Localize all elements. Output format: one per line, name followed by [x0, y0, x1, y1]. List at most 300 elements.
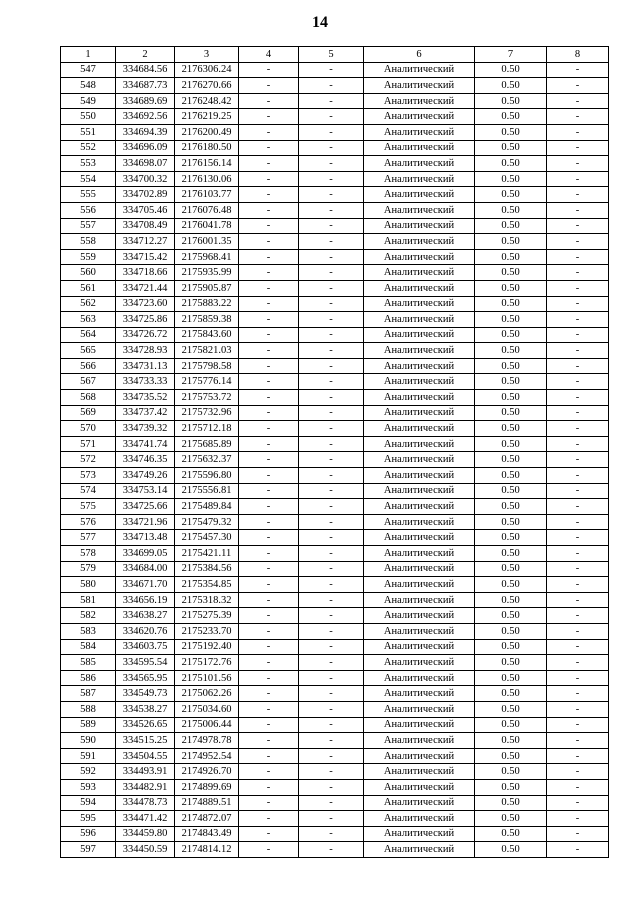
column-4-cell: -	[239, 358, 299, 374]
x-coordinate-cell: 334692.56	[116, 109, 175, 125]
y-coordinate-cell: 2175233.70	[175, 623, 239, 639]
y-coordinate-cell: 2174899.69	[175, 779, 239, 795]
x-coordinate-cell: 334694.39	[116, 124, 175, 140]
column-4-cell: -	[239, 296, 299, 312]
accuracy-cell: 0.50	[475, 717, 547, 733]
column-4-cell: -	[239, 109, 299, 125]
y-coordinate-cell: 2175354.85	[175, 577, 239, 593]
column-4-cell: -	[239, 811, 299, 827]
column-8-cell: -	[547, 78, 609, 94]
y-coordinate-cell: 2175172.76	[175, 655, 239, 671]
column-4-cell: -	[239, 452, 299, 468]
column-5-cell: -	[299, 577, 364, 593]
x-coordinate-cell: 334595.54	[116, 655, 175, 671]
method-cell: Аналитический	[364, 327, 475, 343]
accuracy-cell: 0.50	[475, 234, 547, 250]
column-8-cell: -	[547, 436, 609, 452]
column-8-cell: -	[547, 577, 609, 593]
x-coordinate-cell: 334687.73	[116, 78, 175, 94]
column-4-cell: -	[239, 265, 299, 281]
column-4-cell: -	[239, 561, 299, 577]
y-coordinate-cell: 2175712.18	[175, 421, 239, 437]
x-coordinate-cell: 334712.27	[116, 234, 175, 250]
y-coordinate-cell: 2175318.32	[175, 592, 239, 608]
point-number-cell: 593	[61, 779, 116, 795]
column-5-cell: -	[299, 140, 364, 156]
point-number-cell: 565	[61, 343, 116, 359]
y-coordinate-cell: 2175062.26	[175, 686, 239, 702]
column-5-cell: -	[299, 764, 364, 780]
x-coordinate-cell: 334746.35	[116, 452, 175, 468]
column-8-cell: -	[547, 733, 609, 749]
header-row	[61, 47, 609, 63]
y-coordinate-cell: 2175556.81	[175, 483, 239, 499]
point-number-cell: 586	[61, 670, 116, 686]
accuracy-cell: 0.50	[475, 358, 547, 374]
column-4-cell: -	[239, 171, 299, 187]
coordinates-table	[60, 46, 609, 858]
y-coordinate-cell: 2175632.37	[175, 452, 239, 468]
column-8-cell: -	[547, 655, 609, 671]
column-8-cell: -	[547, 140, 609, 156]
column-8-cell: -	[547, 514, 609, 530]
column-5-cell: -	[299, 623, 364, 639]
point-number-cell: 585	[61, 655, 116, 671]
accuracy-cell: 0.50	[475, 124, 547, 140]
accuracy-cell: 0.50	[475, 280, 547, 296]
x-coordinate-cell: 334549.73	[116, 686, 175, 702]
accuracy-cell: 0.50	[475, 779, 547, 795]
column-5-cell: -	[299, 670, 364, 686]
column-4-cell: -	[239, 733, 299, 749]
column-8-cell: -	[547, 842, 609, 858]
column-5-cell: -	[299, 717, 364, 733]
method-cell: Аналитический	[364, 374, 475, 390]
table-row	[61, 733, 609, 749]
method-cell: Аналитический	[364, 436, 475, 452]
x-coordinate-cell: 334515.25	[116, 733, 175, 749]
table-row	[61, 265, 609, 281]
column-8-cell: -	[547, 452, 609, 468]
column-5-cell: -	[299, 62, 364, 78]
table-row	[61, 202, 609, 218]
column-5-cell: -	[299, 187, 364, 203]
table-row	[61, 343, 609, 359]
accuracy-cell: 0.50	[475, 608, 547, 624]
y-coordinate-cell: 2175192.40	[175, 639, 239, 655]
accuracy-cell: 0.50	[475, 764, 547, 780]
column-4-cell: -	[239, 623, 299, 639]
column-5-cell: -	[299, 280, 364, 296]
method-cell: Аналитический	[364, 156, 475, 172]
column-8-cell: -	[547, 623, 609, 639]
column-4-cell: -	[239, 717, 299, 733]
y-coordinate-cell: 2175596.80	[175, 468, 239, 484]
table-row	[61, 171, 609, 187]
x-coordinate-cell: 334713.48	[116, 530, 175, 546]
method-cell: Аналитический	[364, 842, 475, 858]
accuracy-cell: 0.50	[475, 78, 547, 94]
column-4-cell: -	[239, 686, 299, 702]
table-row	[61, 374, 609, 390]
column-4-cell: -	[239, 701, 299, 717]
table-row	[61, 405, 609, 421]
column-4-cell: -	[239, 374, 299, 390]
table-row	[61, 421, 609, 437]
method-cell: Аналитический	[364, 296, 475, 312]
column-4-cell: -	[239, 779, 299, 795]
column-4-cell: -	[239, 639, 299, 655]
x-coordinate-cell: 334504.55	[116, 748, 175, 764]
column-5-cell: -	[299, 171, 364, 187]
column-4-cell: -	[239, 327, 299, 343]
point-number-cell: 587	[61, 686, 116, 702]
column-5-cell: -	[299, 655, 364, 671]
y-coordinate-cell: 2175034.60	[175, 701, 239, 717]
method-cell: Аналитический	[364, 577, 475, 593]
method-cell: Аналитический	[364, 452, 475, 468]
y-coordinate-cell: 2175905.87	[175, 280, 239, 296]
y-coordinate-cell: 2175753.72	[175, 390, 239, 406]
method-cell: Аналитический	[364, 608, 475, 624]
column-4-cell: -	[239, 343, 299, 359]
x-coordinate-cell: 334708.49	[116, 218, 175, 234]
table-row	[61, 452, 609, 468]
point-number-cell: 547	[61, 62, 116, 78]
column-8-cell: -	[547, 62, 609, 78]
column-4-cell: -	[239, 826, 299, 842]
point-number-cell: 588	[61, 701, 116, 717]
column-5-cell: -	[299, 124, 364, 140]
method-cell: Аналитический	[364, 639, 475, 655]
method-cell: Аналитический	[364, 514, 475, 530]
table-row	[61, 655, 609, 671]
column-header: 6	[364, 47, 475, 63]
column-4-cell: -	[239, 670, 299, 686]
accuracy-cell: 0.50	[475, 639, 547, 655]
column-4-cell: -	[239, 280, 299, 296]
page-number: 14	[312, 14, 328, 31]
column-5-cell: -	[299, 468, 364, 484]
method-cell: Аналитический	[364, 592, 475, 608]
accuracy-cell: 0.50	[475, 561, 547, 577]
table-row	[61, 701, 609, 717]
column-5-cell: -	[299, 296, 364, 312]
column-5-cell: -	[299, 109, 364, 125]
table-row	[61, 312, 609, 328]
column-4-cell: -	[239, 748, 299, 764]
method-cell: Аналитический	[364, 764, 475, 780]
point-number-cell: 595	[61, 811, 116, 827]
point-number-cell: 597	[61, 842, 116, 858]
point-number-cell: 576	[61, 514, 116, 530]
column-4-cell: -	[239, 187, 299, 203]
column-5-cell: -	[299, 546, 364, 562]
y-coordinate-cell: 2176041.78	[175, 218, 239, 234]
x-coordinate-cell: 334725.86	[116, 312, 175, 328]
y-coordinate-cell: 2175685.89	[175, 436, 239, 452]
column-5-cell: -	[299, 93, 364, 109]
column-8-cell: -	[547, 296, 609, 312]
method-cell: Аналитический	[364, 468, 475, 484]
y-coordinate-cell: 2175101.56	[175, 670, 239, 686]
column-5-cell: -	[299, 452, 364, 468]
accuracy-cell: 0.50	[475, 327, 547, 343]
point-number-cell: 569	[61, 405, 116, 421]
table-body	[61, 62, 609, 857]
accuracy-cell: 0.50	[475, 93, 547, 109]
x-coordinate-cell: 334565.95	[116, 670, 175, 686]
y-coordinate-cell: 2174843.49	[175, 826, 239, 842]
column-8-cell: -	[547, 826, 609, 842]
column-8-cell: -	[547, 405, 609, 421]
column-8-cell: -	[547, 202, 609, 218]
point-number-cell: 594	[61, 795, 116, 811]
method-cell: Аналитический	[364, 265, 475, 281]
column-header: 7	[475, 47, 547, 63]
table-row	[61, 577, 609, 593]
column-8-cell: -	[547, 546, 609, 562]
method-cell: Аналитический	[364, 109, 475, 125]
method-cell: Аналитический	[364, 670, 475, 686]
column-8-cell: -	[547, 374, 609, 390]
accuracy-cell: 0.50	[475, 156, 547, 172]
accuracy-cell: 0.50	[475, 436, 547, 452]
column-4-cell: -	[239, 764, 299, 780]
table-row	[61, 468, 609, 484]
table-row	[61, 124, 609, 140]
column-8-cell: -	[547, 312, 609, 328]
column-5-cell: -	[299, 701, 364, 717]
y-coordinate-cell: 2175776.14	[175, 374, 239, 390]
column-4-cell: -	[239, 312, 299, 328]
x-coordinate-cell: 334731.13	[116, 358, 175, 374]
column-8-cell: -	[547, 218, 609, 234]
x-coordinate-cell: 334459.80	[116, 826, 175, 842]
column-5-cell: -	[299, 608, 364, 624]
x-coordinate-cell: 334482.91	[116, 779, 175, 795]
column-5-cell: -	[299, 249, 364, 265]
column-5-cell: -	[299, 826, 364, 842]
point-number-cell: 574	[61, 483, 116, 499]
column-5-cell: -	[299, 639, 364, 655]
method-cell: Аналитический	[364, 733, 475, 749]
column-8-cell: -	[547, 748, 609, 764]
y-coordinate-cell: 2176130.06	[175, 171, 239, 187]
point-number-cell: 548	[61, 78, 116, 94]
point-number-cell: 590	[61, 733, 116, 749]
column-4-cell: -	[239, 202, 299, 218]
y-coordinate-cell: 2175384.56	[175, 561, 239, 577]
x-coordinate-cell: 334478.73	[116, 795, 175, 811]
accuracy-cell: 0.50	[475, 343, 547, 359]
y-coordinate-cell: 2175479.32	[175, 514, 239, 530]
point-number-cell: 572	[61, 452, 116, 468]
table-row	[61, 623, 609, 639]
column-8-cell: -	[547, 421, 609, 437]
column-8-cell: -	[547, 468, 609, 484]
x-coordinate-cell: 334733.33	[116, 374, 175, 390]
point-number-cell: 568	[61, 390, 116, 406]
x-coordinate-cell: 334725.66	[116, 499, 175, 515]
method-cell: Аналитический	[364, 171, 475, 187]
point-number-cell: 582	[61, 608, 116, 624]
x-coordinate-cell: 334671.70	[116, 577, 175, 593]
column-8-cell: -	[547, 109, 609, 125]
method-cell: Аналитический	[364, 811, 475, 827]
table-row	[61, 358, 609, 374]
method-cell: Аналитический	[364, 499, 475, 515]
x-coordinate-cell: 334684.00	[116, 561, 175, 577]
point-number-cell: 561	[61, 280, 116, 296]
method-cell: Аналитический	[364, 312, 475, 328]
y-coordinate-cell: 2175006.44	[175, 717, 239, 733]
x-coordinate-cell: 334699.05	[116, 546, 175, 562]
column-5-cell: -	[299, 234, 364, 250]
method-cell: Аналитический	[364, 686, 475, 702]
method-cell: Аналитический	[364, 202, 475, 218]
table-row	[61, 764, 609, 780]
x-coordinate-cell: 334721.44	[116, 280, 175, 296]
column-8-cell: -	[547, 608, 609, 624]
accuracy-cell: 0.50	[475, 296, 547, 312]
x-coordinate-cell: 334538.27	[116, 701, 175, 717]
column-5-cell: -	[299, 358, 364, 374]
table-row	[61, 93, 609, 109]
column-5-cell: -	[299, 592, 364, 608]
column-4-cell: -	[239, 592, 299, 608]
method-cell: Аналитический	[364, 390, 475, 406]
accuracy-cell: 0.50	[475, 140, 547, 156]
table-row	[61, 140, 609, 156]
x-coordinate-cell: 334603.75	[116, 639, 175, 655]
method-cell: Аналитический	[364, 623, 475, 639]
x-coordinate-cell: 334656.19	[116, 592, 175, 608]
column-5-cell: -	[299, 218, 364, 234]
x-coordinate-cell: 334741.74	[116, 436, 175, 452]
table-row	[61, 842, 609, 858]
point-number-cell: 591	[61, 748, 116, 764]
x-coordinate-cell: 334739.32	[116, 421, 175, 437]
x-coordinate-cell: 334721.96	[116, 514, 175, 530]
column-4-cell: -	[239, 483, 299, 499]
x-coordinate-cell: 334689.69	[116, 93, 175, 109]
column-4-cell: -	[239, 140, 299, 156]
x-coordinate-cell: 334715.42	[116, 249, 175, 265]
accuracy-cell: 0.50	[475, 421, 547, 437]
method-cell: Аналитический	[364, 748, 475, 764]
accuracy-cell: 0.50	[475, 655, 547, 671]
accuracy-cell: 0.50	[475, 623, 547, 639]
x-coordinate-cell: 334705.46	[116, 202, 175, 218]
accuracy-cell: 0.50	[475, 390, 547, 406]
column-5-cell: -	[299, 795, 364, 811]
point-number-cell: 577	[61, 530, 116, 546]
table-row	[61, 187, 609, 203]
method-cell: Аналитический	[364, 701, 475, 717]
column-4-cell: -	[239, 608, 299, 624]
column-4-cell: -	[239, 390, 299, 406]
column-5-cell: -	[299, 327, 364, 343]
point-number-cell: 552	[61, 140, 116, 156]
column-5-cell: -	[299, 436, 364, 452]
table-row	[61, 717, 609, 733]
table-row	[61, 530, 609, 546]
accuracy-cell: 0.50	[475, 62, 547, 78]
y-coordinate-cell: 2174926.70	[175, 764, 239, 780]
column-8-cell: -	[547, 483, 609, 499]
y-coordinate-cell: 2175421.11	[175, 546, 239, 562]
y-coordinate-cell: 2176248.42	[175, 93, 239, 109]
column-8-cell: -	[547, 717, 609, 733]
y-coordinate-cell: 2175798.58	[175, 358, 239, 374]
point-number-cell: 580	[61, 577, 116, 593]
column-4-cell: -	[239, 436, 299, 452]
y-coordinate-cell: 2176270.66	[175, 78, 239, 94]
column-4-cell: -	[239, 249, 299, 265]
y-coordinate-cell: 2175732.96	[175, 405, 239, 421]
x-coordinate-cell: 334749.26	[116, 468, 175, 484]
table-row	[61, 78, 609, 94]
accuracy-cell: 0.50	[475, 530, 547, 546]
accuracy-cell: 0.50	[475, 686, 547, 702]
point-number-cell: 592	[61, 764, 116, 780]
column-4-cell: -	[239, 156, 299, 172]
accuracy-cell: 0.50	[475, 218, 547, 234]
column-header: 5	[299, 47, 364, 63]
method-cell: Аналитический	[364, 826, 475, 842]
table-row	[61, 639, 609, 655]
y-coordinate-cell: 2176156.14	[175, 156, 239, 172]
column-8-cell: -	[547, 670, 609, 686]
column-8-cell: -	[547, 530, 609, 546]
column-5-cell: -	[299, 265, 364, 281]
accuracy-cell: 0.50	[475, 483, 547, 499]
y-coordinate-cell: 2176200.49	[175, 124, 239, 140]
column-5-cell: -	[299, 78, 364, 94]
column-8-cell: -	[547, 280, 609, 296]
method-cell: Аналитический	[364, 124, 475, 140]
point-number-cell: 583	[61, 623, 116, 639]
x-coordinate-cell: 334471.42	[116, 811, 175, 827]
x-coordinate-cell: 334735.52	[116, 390, 175, 406]
y-coordinate-cell: 2176103.77	[175, 187, 239, 203]
table-row	[61, 514, 609, 530]
accuracy-cell: 0.50	[475, 171, 547, 187]
accuracy-cell: 0.50	[475, 577, 547, 593]
x-coordinate-cell: 334723.60	[116, 296, 175, 312]
column-8-cell: -	[547, 686, 609, 702]
table-row	[61, 811, 609, 827]
table-row	[61, 156, 609, 172]
column-8-cell: -	[547, 249, 609, 265]
column-header: 8	[547, 47, 609, 63]
column-4-cell: -	[239, 530, 299, 546]
column-8-cell: -	[547, 499, 609, 515]
column-4-cell: -	[239, 421, 299, 437]
table-row	[61, 218, 609, 234]
accuracy-cell: 0.50	[475, 514, 547, 530]
x-coordinate-cell: 334718.66	[116, 265, 175, 281]
table-row	[61, 499, 609, 515]
point-number-cell: 553	[61, 156, 116, 172]
y-coordinate-cell: 2175489.84	[175, 499, 239, 515]
column-8-cell: -	[547, 358, 609, 374]
column-5-cell: -	[299, 483, 364, 499]
table-row	[61, 280, 609, 296]
column-8-cell: -	[547, 327, 609, 343]
column-5-cell: -	[299, 686, 364, 702]
